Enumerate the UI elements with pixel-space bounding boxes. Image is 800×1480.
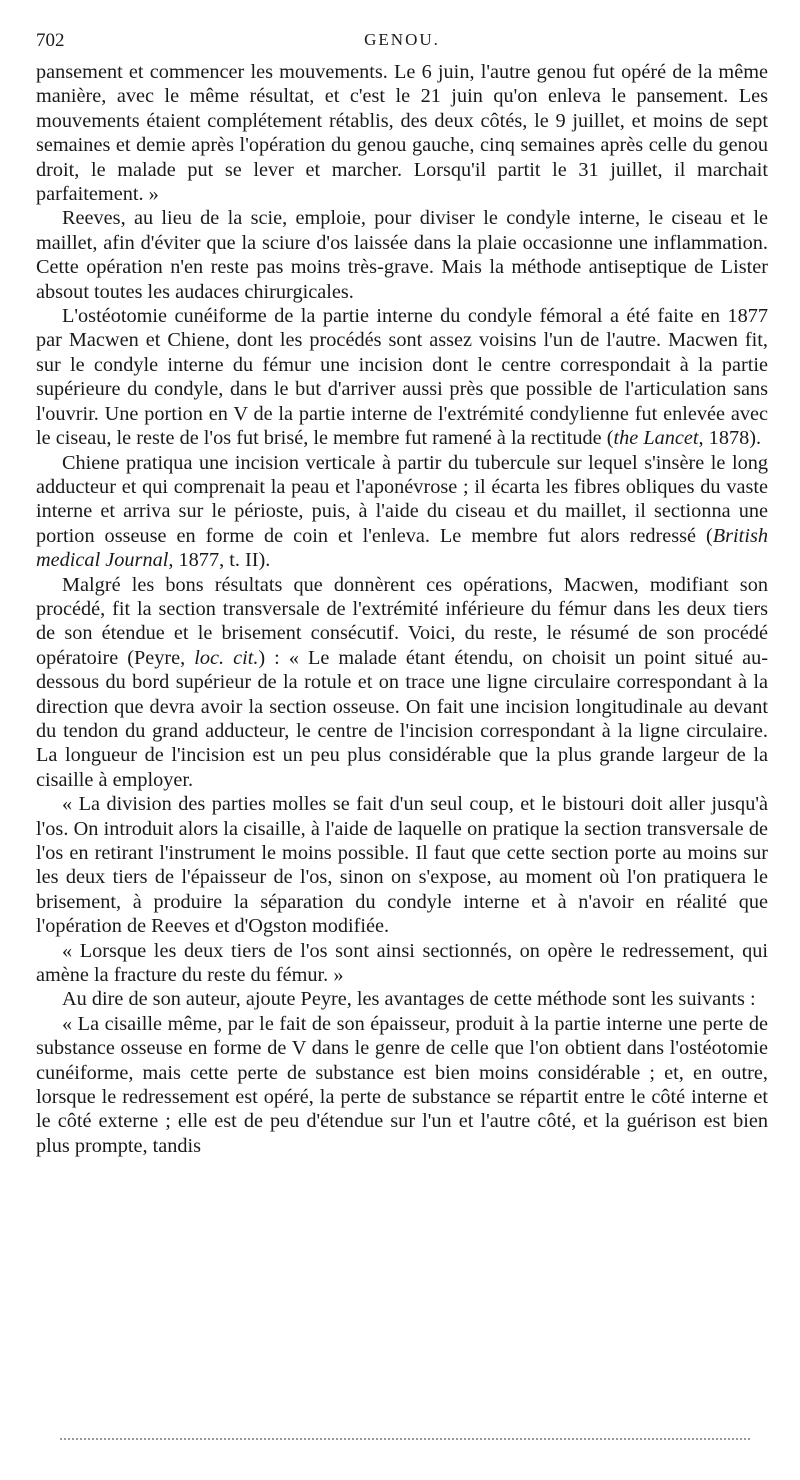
paragraph-text: « Lorsque les deux tiers de l'os sont ainsi sectionnés, on opère le redressement, qui amène la fracture du reste du fémur. » <box>36 939 768 987</box>
paragraph-text: ) : « Le malade étant étendu, on choisit un point situé au-dessous du bord supérieur de la rotule et on trace une ligne circulaire correspondant à la direction que devra avoir la section osseuse. On fait une incision longitudinale au devant du tendon du grand adducteur, le centre de l'incision correspondant à la ligne circulaire. La longueur de l'incision est un peu plus considérable que la plus grande largeur de la cisaille à employer. <box>36 646 768 791</box>
paragraph-p8 <box>36 987 768 1011</box>
paragraph-text: L'ostéotomie cunéiforme de la partie interne du condyle fémoral a été faite en 1877 par Macwen et Chiene, dont les procédés sont assez voisins l'un de l'autre. Macwen fit, sur le condyle interne du fémur une incision dont le centre correspondait à la partie supérieure du condyle, dans le but d'arriver aussi près que possible de l'articulation sans l'ouvrir. Une portion en V de la partie interne de l'extrémité condylienne fut enlevée avec le ciseau, le reste de l'os fut brisé, le membre fut ramené à la rectitude ( <box>36 305 768 450</box>
paragraph-text: « La cisaille même, par le fait de son épaisseur, produit à la partie interne une perte de substance osseuse en forme de V dans le genre de celle que l'on obtient dans l'ostéotomie cunéiforme, mais cette perte de substance est bien moins considérable ; et, en outre, lorsque le redressement est opéré, la perte de substance se répartit entre le côté interne et le côté externe ; elle est de peu d'étendue sur l'un et l'autre côté, et la guérison est bien plus prompte, tandis <box>36 1012 768 1157</box>
paragraph-p2 <box>36 206 768 304</box>
running-title: GENOU. <box>364 30 440 49</box>
paragraph-p9 <box>36 1012 768 1158</box>
paragraph-p6 <box>36 792 768 938</box>
paragraph-p3 <box>36 304 768 450</box>
page-header <box>36 30 768 60</box>
paragraph-text: Reeves, au lieu de la scie, emploie, pour diviser le condyle interne, le ciseau et le maillet, afin d'éviter que la sciure d'os laissée dans la plaie occasionne une inflammation. Cette opération n'en reste pas moins très-grave. Mais la méthode antiseptique de Lister absout toutes les audaces chirurgicales. <box>36 207 768 303</box>
footer-dotted-rule <box>60 1438 750 1440</box>
citation-title: loc. cit. <box>194 646 259 669</box>
paragraph-text: Au dire de son auteur, ajoute Peyre, les avantages de cette méthode sont les suivants : <box>62 988 756 1011</box>
paragraph-text: , 1877, t. II). <box>168 549 271 572</box>
paragraph-text: pansement et commencer les mouvements. Le 6 juin, l'autre genou fut opéré de la même manière, avec le même résultat, et c'est le 21 juin qu'on enleva le pansement. Les mouvements étaient complétement rétablis, des deux côtés, le 9 juillet, et moins de sept semaines et demie après l'opération du genou gauche, cinq semaines après celle du genou droit, le malade put se lever et marcher. Lorsqu'il partit le 31 juillet, il marchait parfaitement. » <box>36 61 768 206</box>
paragraph-p4 <box>36 451 768 573</box>
body-text <box>36 60 768 1158</box>
paragraph-text: , 1878). <box>698 427 762 450</box>
paragraph-text: « La division des parties molles se fait d'un seul coup, et le bistouri doit aller jusqu'à l'os. On introduit alors la cisaille, à l'aide de laquelle on pratique la section transversale de l'os en retirant l'instrument le moins possible. Il faut que cette section porte au moins sur les deux tiers de l'épaisseur de l'os, sinon on s'expose, au moment où l'on pratiquera le brisement, à produire la séparation du condyle interne et à n'avoir en réalité que l'opération de Reeves et d'Ogston modifiée. <box>36 793 768 938</box>
paragraph-text: Malgré les bons résultats que donnèrent ces opérations, Macwen, modifiant son procédé, fit la section transversale de l'extrémité inférieure du fémur dans les deux tiers de son étendue et le brisement consécutif. Voici, du reste, le résumé de son procédé opératoire (Peyre, <box>36 573 768 669</box>
page-number: 702 <box>36 30 65 51</box>
citation-title: the Lancet <box>613 427 699 450</box>
paragraph-text: Chiene pratiqua une incision verticale à partir du tubercule sur lequel s'insère le long adducteur et qui comprenait la peau et l'aponévrose ; il écarta les fibres obliques du vaste interne et arriva sur le périoste, puis, à l'aide du ciseau et du maillet, il sectionna une portion osseuse en forme de coin et l'enleva. Le membre fut alors redressé ( <box>36 451 768 547</box>
paragraph-p7 <box>36 939 768 988</box>
book-page <box>36 30 768 1158</box>
paragraph-p1 <box>36 60 768 206</box>
citation-title: British medical Journal <box>36 524 768 572</box>
paragraph-p5 <box>36 573 768 793</box>
